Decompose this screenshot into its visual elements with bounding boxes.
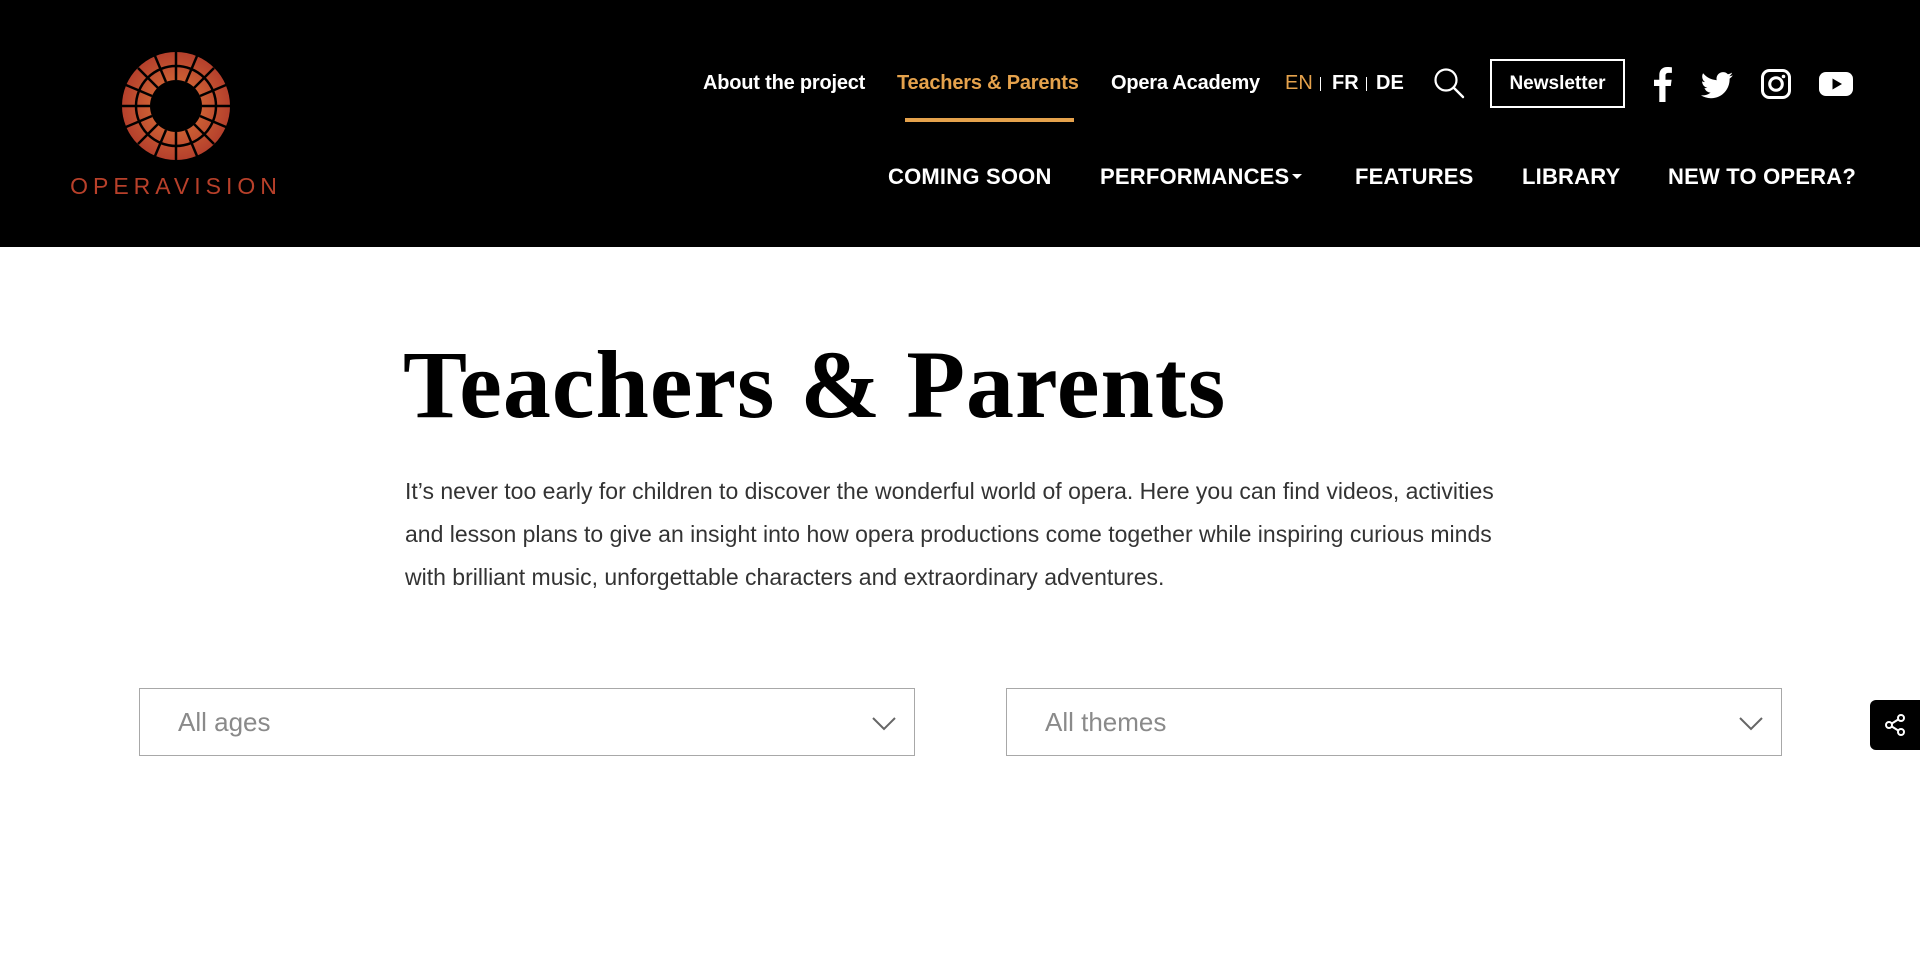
active-nav-underline <box>905 118 1074 122</box>
logo-sunburst-icon <box>120 50 232 162</box>
search-icon[interactable] <box>1432 66 1466 100</box>
logo-wordmark: OPERAVISION <box>70 173 282 199</box>
themes-filter-select[interactable] <box>1006 688 1782 756</box>
ages-filter-select[interactable] <box>139 688 915 756</box>
facebook-icon[interactable] <box>1650 66 1674 102</box>
instagram-icon[interactable] <box>1760 66 1792 102</box>
share-icon <box>1883 713 1907 737</box>
nav-teachers-parents[interactable]: Teachers & Parents <box>897 72 1079 94</box>
share-button[interactable] <box>1870 700 1920 750</box>
lang-separator <box>1366 77 1367 91</box>
nav-coming-soon[interactable]: COMING SOON <box>888 164 1052 189</box>
chevron-down-icon <box>1737 709 1765 737</box>
lang-en[interactable]: EN <box>1285 72 1313 94</box>
newsletter-button[interactable]: Newsletter <box>1490 59 1625 108</box>
twitter-icon[interactable] <box>1700 66 1734 102</box>
nav-performances-label: PERFORMANCES <box>1100 164 1290 189</box>
nav-performances[interactable] <box>1100 162 1302 192</box>
lang-fr[interactable]: FR <box>1332 72 1359 94</box>
lang-separator <box>1320 77 1321 91</box>
youtube-icon[interactable] <box>1818 66 1854 102</box>
themes-filter-value: All themes <box>1045 706 1167 737</box>
page-intro: It’s never too early for children to discover the wonderful world of opera. Here you can find videos, activities and lesson plans to give an insight into how opera productions come together while inspiring curious minds with brilliant music, unforgettable characters and extraordinary adventures. <box>405 478 1494 590</box>
site-header <box>0 0 1920 247</box>
ages-filter-value: All ages <box>178 706 271 737</box>
caret-down-icon <box>1292 174 1302 179</box>
nav-about-project[interactable]: About the project <box>703 72 866 94</box>
nav-new-to-opera[interactable]: NEW TO OPERA? <box>1668 164 1856 189</box>
nav-features[interactable]: FEATURES <box>1355 164 1474 189</box>
chevron-down-icon <box>870 709 898 737</box>
lang-de[interactable]: DE <box>1376 72 1404 94</box>
nav-opera-academy[interactable]: Opera Academy <box>1111 72 1260 94</box>
page-title: Teachers & Parents <box>403 331 1227 438</box>
operavision-logo[interactable] <box>60 50 292 205</box>
nav-library[interactable]: LIBRARY <box>1522 164 1621 189</box>
